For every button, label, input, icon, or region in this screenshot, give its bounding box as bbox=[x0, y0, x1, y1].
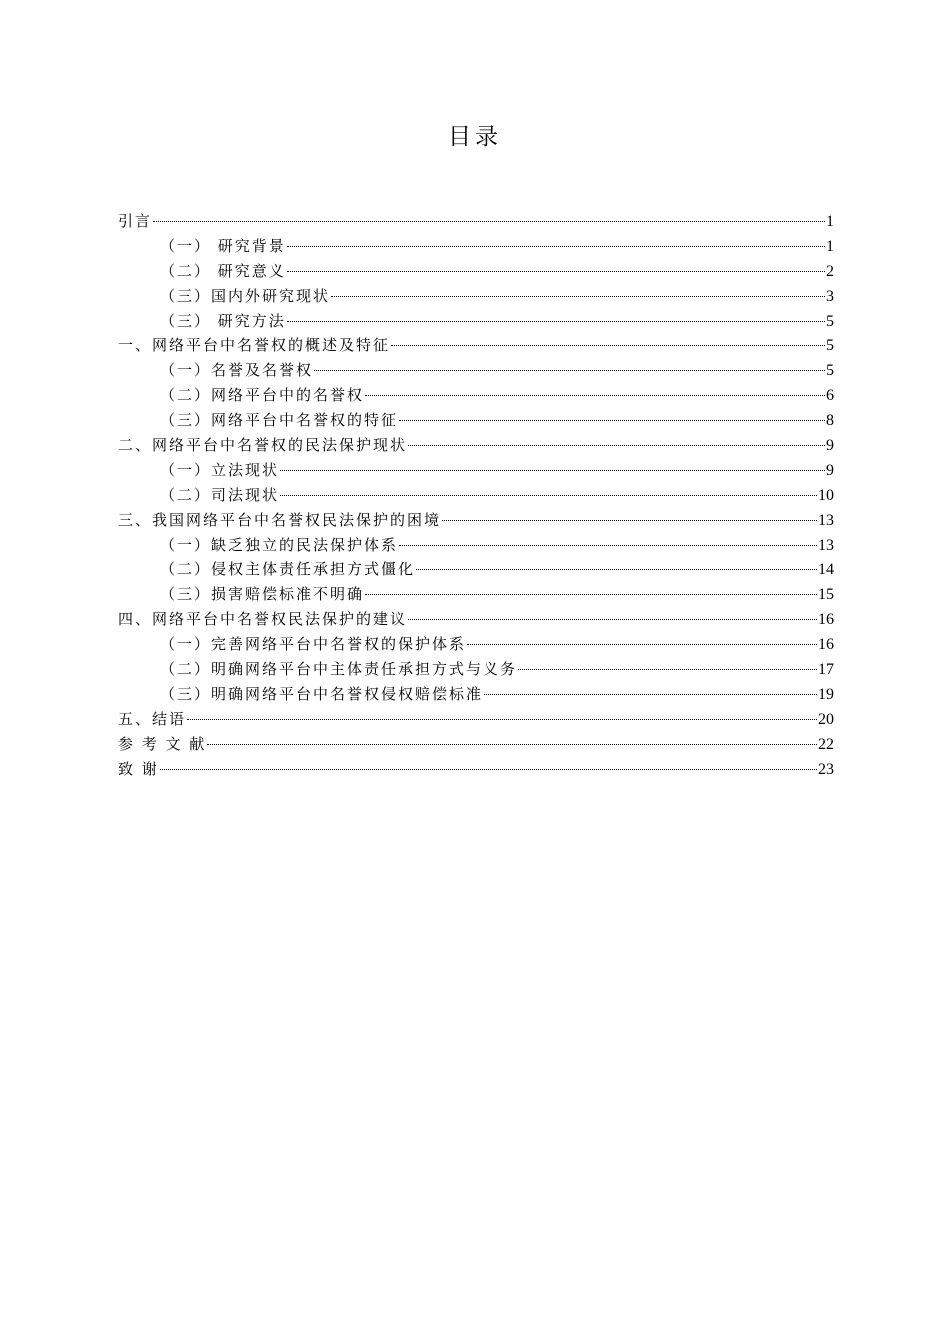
toc-entry-label: （一）立法现状 bbox=[160, 460, 280, 479]
toc-dot-leader bbox=[331, 296, 825, 297]
toc-entry-label: 五、结语 bbox=[118, 709, 187, 728]
toc-entry-page-number: 6 bbox=[826, 387, 834, 405]
toc-entry[interactable] bbox=[118, 509, 834, 534]
toc-dot-leader bbox=[314, 370, 825, 371]
toc-entry-label: 引言 bbox=[118, 212, 153, 230]
toc-entry-page-number: 19 bbox=[818, 685, 834, 703]
toc-dot-leader bbox=[408, 619, 817, 620]
toc-entry[interactable] bbox=[118, 484, 834, 509]
toc-dot-leader bbox=[153, 221, 825, 222]
toc-entry-page-number: 5 bbox=[826, 312, 834, 330]
toc-entry[interactable] bbox=[118, 359, 834, 384]
toc-entry[interactable] bbox=[118, 733, 834, 758]
toc-entry-page-number: 5 bbox=[826, 362, 834, 380]
toc-entry-page-number: 9 bbox=[826, 461, 834, 479]
toc-dot-leader bbox=[399, 545, 817, 546]
toc-entry-label: （一）完善网络平台中名誉权的保护体系 bbox=[160, 635, 467, 654]
toc-entry-page-number: 3 bbox=[826, 287, 834, 305]
toc-entry-label: （二）网络平台中的名誉权 bbox=[160, 386, 365, 405]
toc-entry-page-number: 15 bbox=[818, 586, 834, 604]
toc-dot-leader bbox=[365, 594, 817, 595]
toc-entry[interactable] bbox=[118, 285, 834, 310]
toc-entry-label: （三）明确网络平台中名誉权侵权赔偿标准 bbox=[160, 684, 484, 703]
toc-entry-label: （二）司法现状 bbox=[160, 485, 280, 504]
toc-entry[interactable] bbox=[118, 235, 834, 260]
toc-entry-page-number: 10 bbox=[818, 486, 834, 504]
toc-dot-leader bbox=[187, 719, 817, 720]
toc-entry[interactable] bbox=[118, 459, 834, 484]
toc-entry-label: （二）明确网络平台中主体责任承担方式与义务 bbox=[160, 660, 518, 679]
toc-dot-leader bbox=[408, 445, 825, 446]
toc-entry-label: （一）名誉及名誉权 bbox=[160, 361, 314, 380]
toc-entry-page-number: 1 bbox=[826, 213, 834, 230]
toc-entry-page-number: 2 bbox=[826, 262, 834, 280]
toc-entry[interactable] bbox=[118, 658, 834, 683]
toc-entry[interactable] bbox=[118, 534, 834, 559]
toc-dot-leader bbox=[518, 669, 817, 670]
toc-entry-label: 参 考 文 献 bbox=[118, 734, 207, 753]
toc-dot-leader bbox=[399, 420, 825, 421]
toc-entry[interactable] bbox=[118, 758, 834, 783]
toc-dot-leader bbox=[287, 271, 825, 272]
toc-entry-label: （三）损害赔偿标准不明确 bbox=[160, 585, 365, 604]
toc-entry-page-number: 13 bbox=[818, 511, 834, 529]
toc-entry-label: （二） 研究意义 bbox=[160, 261, 286, 280]
toc-entry[interactable] bbox=[118, 260, 834, 285]
toc-dot-leader bbox=[287, 321, 825, 322]
toc-entry-label: 四、网络平台中名誉权民法保护的建议 bbox=[118, 610, 408, 629]
toc-entry-label: （三）网络平台中名誉权的特征 bbox=[160, 411, 399, 430]
toc-entry-label: （二）侵权主体责任承担方式僵化 bbox=[160, 560, 416, 579]
toc-dot-leader bbox=[207, 744, 817, 745]
toc-entry-label: 三、我国网络平台中名誉权民法保护的困境 bbox=[118, 510, 442, 529]
toc-entry-page-number: 16 bbox=[818, 636, 834, 654]
toc-entry-page-number: 8 bbox=[826, 412, 834, 430]
toc-entry-page-number: 5 bbox=[826, 337, 834, 355]
toc-entry-page-number: 23 bbox=[818, 760, 834, 778]
toc-entry[interactable] bbox=[118, 683, 834, 708]
toc-entry-label: 二、网络平台中名誉权的民法保护现状 bbox=[118, 436, 408, 455]
toc-entry[interactable] bbox=[118, 210, 834, 235]
toc-dot-leader bbox=[467, 644, 817, 645]
toc-entry-page-number: 14 bbox=[818, 561, 834, 579]
toc-entry[interactable] bbox=[118, 409, 834, 434]
toc-entry-label: 一、网络平台中名誉权的概述及特征 bbox=[118, 336, 391, 355]
toc-dot-leader bbox=[442, 520, 817, 521]
toc-dot-leader bbox=[160, 769, 817, 770]
toc-entry-page-number: 1 bbox=[826, 237, 834, 255]
toc-entry[interactable] bbox=[118, 310, 834, 335]
toc-entry-page-number: 20 bbox=[818, 710, 834, 728]
toc-entry-page-number: 22 bbox=[818, 735, 834, 753]
toc-entry-page-number: 17 bbox=[818, 661, 834, 679]
toc-entry[interactable] bbox=[118, 434, 834, 459]
toc-entry[interactable] bbox=[118, 608, 834, 633]
toc-dot-leader bbox=[287, 246, 825, 247]
toc-dot-leader bbox=[280, 470, 825, 471]
toc-dot-leader bbox=[365, 395, 825, 396]
toc-entry[interactable] bbox=[118, 708, 834, 733]
table-of-contents bbox=[118, 210, 834, 782]
page-title: 目录 bbox=[448, 124, 502, 150]
toc-dot-leader bbox=[280, 495, 817, 496]
toc-entry-label: （三）国内外研究现状 bbox=[160, 286, 331, 305]
toc-entry[interactable] bbox=[118, 583, 834, 608]
toc-entry-label: （一）缺乏独立的民法保护体系 bbox=[160, 535, 399, 554]
toc-entry[interactable] bbox=[118, 334, 834, 359]
toc-entry-label: （三） 研究方法 bbox=[160, 311, 286, 330]
toc-entry-page-number: 9 bbox=[826, 437, 834, 455]
toc-entry-label: （一） 研究背景 bbox=[160, 236, 286, 255]
toc-entry-page-number: 13 bbox=[818, 536, 834, 554]
toc-entry-label: 致 谢 bbox=[118, 759, 159, 778]
toc-entry[interactable] bbox=[118, 633, 834, 658]
toc-entry-page-number: 16 bbox=[818, 611, 834, 629]
toc-dot-leader bbox=[391, 345, 825, 346]
toc-dot-leader bbox=[484, 694, 817, 695]
toc-dot-leader bbox=[416, 569, 817, 570]
toc-entry[interactable] bbox=[118, 384, 834, 409]
toc-entry[interactable] bbox=[118, 558, 834, 583]
